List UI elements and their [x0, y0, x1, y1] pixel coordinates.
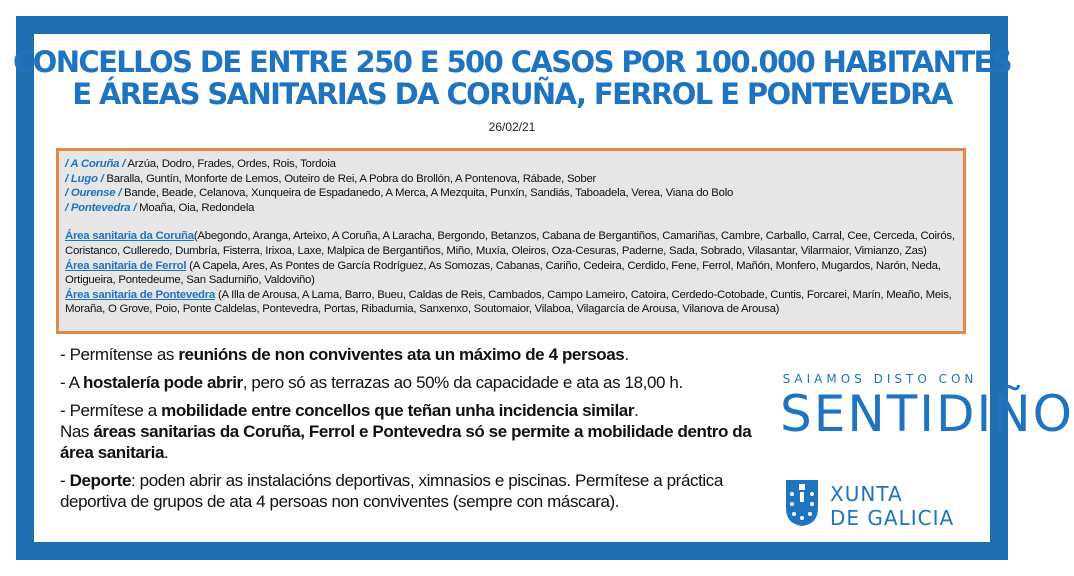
rule-hospitality — [60, 372, 780, 393]
province-row — [65, 172, 957, 187]
campaign-name: SENTIDIÑO — [780, 385, 1074, 443]
org-name — [830, 482, 954, 530]
rules-list — [60, 344, 780, 519]
area-label: Área sanitaria da Coruña — [65, 230, 194, 243]
province-label: / Ourense / — [65, 187, 122, 200]
rule-text: - — [60, 471, 70, 490]
rule-emphasis: hostalería pode abrir — [82, 373, 243, 392]
rule-emphasis: reunións de non conviventes ata un máximo de 4 persoas — [178, 345, 625, 364]
area-row — [65, 288, 957, 317]
area-row — [65, 229, 957, 258]
rule-mobility — [60, 400, 780, 463]
org-line-1: XUNTA — [830, 482, 903, 506]
province-label: / A Coruña / — [65, 158, 126, 170]
area-towns: (Abegondo, Aranga, Arteixo, A Coruña, A Laracha, Bergondo, Betanzos, Cabana de Bergantiños, Camariñas, Cambre, Carballo, Carral, Cee, Cerceda, Coirós, Coristanco, Culleredo, Dumbría, Fisterra, Irixoa, Laxe, Malpica de Bergantiños, Miño, Muxía, Oleiros, Oza-Cesuras, Paderne, Sada, Sobrado, Vilasantar, Vilarmaior, Vimianzo, Zas) — [65, 230, 955, 257]
area-towns: (A Illa de Arousa, A Lama, Barro, Bueu, Caldas de Reis, Cambados, Campo Lameiro, Catoira, Cerdedo-Cotobade, Cuntis, Forcarei, Marín, Meaño, Meis, Moraña, O Grove, Poio, Ponte Caldelas, Pontevedra, Portas, Ribadumia, Sanxenxo, Soutomaior, Vilaboa, Vilagarcía de Arousa, Vilanova de Arousa) — [65, 288, 952, 316]
rule-sport — [60, 470, 780, 512]
province-label: / Pontevedra / — [65, 201, 137, 214]
date-label: 26/02/21 — [488, 120, 536, 134]
title-line-1: CONCELLOS DE ENTRE 250 E 500 CASOS POR 100.000 HABITANTES — [13, 45, 1011, 79]
rule-text: . — [634, 401, 639, 420]
rule-text: - Permítese a — [60, 401, 162, 420]
province-row — [65, 201, 957, 216]
province-towns: Bande, Beade, Celanova, Xunqueira de Espadanedo, A Merca, A Mezquita, Punxín, Sandiás, Taboadela, Verea, Viana do Bolo — [124, 187, 734, 200]
rule-emphasis: Deporte — [69, 471, 132, 490]
province-row — [65, 157, 957, 172]
title-line-2: E ÁREAS SANITARIAS DA CORUÑA, FERROL E PONTEVEDRA — [72, 77, 952, 111]
rule-text: - Permítense as — [60, 345, 179, 364]
org-line-2: DE GALICIA — [830, 506, 955, 530]
province-towns: Arzúa, Dodro, Frades, Ordes, Rois, Tordoia — [127, 158, 336, 170]
municipalities-box — [56, 148, 966, 334]
rule-meetings — [60, 344, 780, 365]
page-title — [0, 46, 1024, 110]
province-row — [65, 186, 957, 201]
rule-text: - A — [60, 373, 83, 392]
province-towns: Baralla, Guntín, Monforte de Lemos, Outeiro de Rei, A Pobra do Brollón, A Pontenova, Rábade, Sober — [106, 172, 597, 185]
rule-text: Nas — [60, 422, 94, 441]
rule-text: : poden abrir as instalacións deportivas, ximnasios e piscinas. Permítese a práctica deportiva de grupos de ata 4 persoas non conviventes (sempre con máscara). — [60, 471, 723, 511]
area-towns: (A Capela, Ares, As Pontes de García Rodríguez, As Somozas, Cabanas, Cariño, Cedeira, Cerdido, Fene, Ferrol, Mañón, Monfero, Mugardos, Narón, Neda, Ortigueira, Pontedeume, San Sadurniño, Valdoviño) — [65, 259, 941, 287]
province-label: / Lugo / — [65, 172, 104, 185]
area-label: Área sanitaria de Ferrol — [65, 259, 187, 272]
rule-text: . — [164, 443, 169, 462]
rule-emphasis: áreas sanitarias da Coruña, Ferrol e Pontevedra só se permite a mobilidade dentro da área sanitaria — [60, 422, 752, 462]
galicia-shield-icon — [784, 478, 820, 528]
province-towns: Moaña, Oia, Redondela — [139, 201, 255, 214]
campaign-logo — [780, 372, 1074, 443]
xunta-logo — [784, 478, 974, 528]
rule-emphasis: mobilidade entre concellos que teñan unha incidencia similar — [161, 401, 635, 420]
rule-text: , pero só as terrazas ao 50% da capacidade e ata as 18,00 h. — [242, 373, 683, 392]
area-label: Área sanitaria de Pontevedra — [65, 288, 216, 301]
rule-text: . — [624, 345, 629, 364]
area-row — [65, 259, 957, 288]
campaign-tagline: SAIAMOS DISTO CON — [782, 372, 978, 386]
